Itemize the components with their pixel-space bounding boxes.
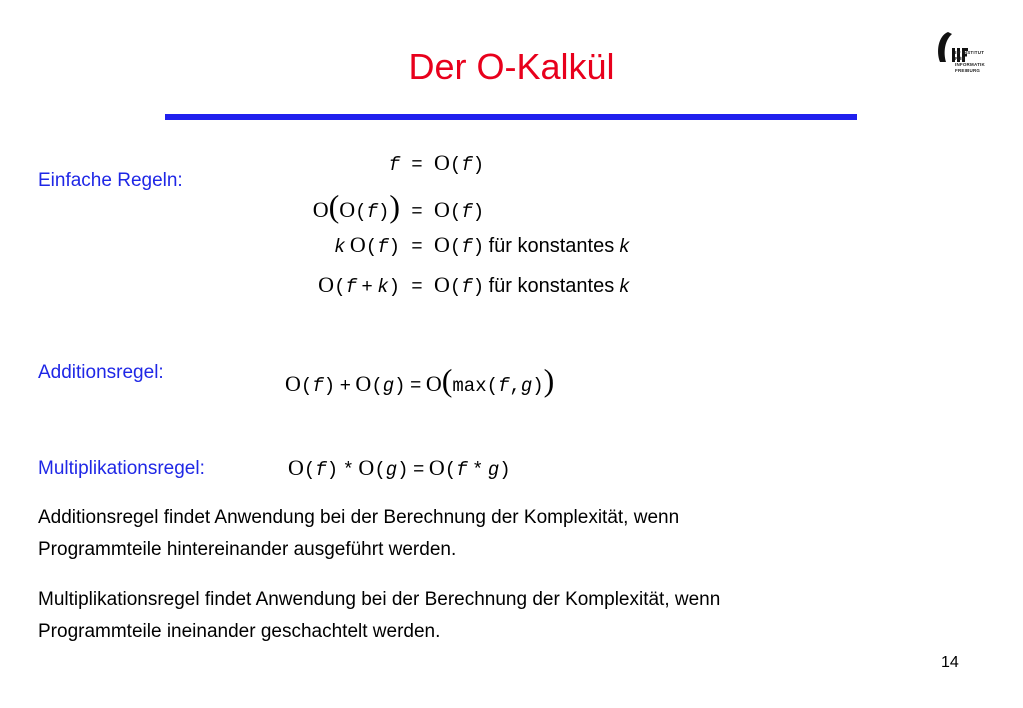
sym-rp-big: ) [543,362,555,398]
sym-rp: ) [388,236,400,258]
sym-rp: ) [472,236,485,258]
sym-k: k [618,276,631,298]
sym-g: g [520,375,533,397]
sym-eq: = [411,236,423,258]
sym-rp: ) [472,201,485,223]
sym-rp: ) [323,375,336,397]
sym-f: f [312,375,324,397]
rule-k-of-equals-of [270,230,630,260]
sym-lp-big: ( [328,188,340,224]
sym-O: O [349,232,366,257]
sym-rp: ) [532,375,544,397]
logo-caption: IIF INSTITUT FÜR INFORMATIK FREIBURG [955,50,985,73]
sym-rp: ) [326,459,339,481]
sym-O: O [288,455,304,480]
sym-max: max [452,375,487,397]
sym-O: O [428,455,445,480]
sym-f: f [388,154,400,176]
sym-f: f [498,375,510,397]
sym-O: O [434,272,450,297]
sym-rp: ) [499,459,511,481]
label-additionsregel: Additionsregel: [38,362,164,383]
page-number: 14 [941,654,959,671]
sym-lp-big: ( [441,362,453,398]
sym-O: O [339,197,356,222]
sym-rp: ) [394,375,406,397]
sym-lp: ( [449,276,462,298]
label-einfache-regeln: Einfache Regeln: [38,170,183,191]
sym-k: k [334,236,346,258]
sym-g: g [382,375,395,397]
sym-lp: ( [303,459,316,481]
sym-lp: ( [449,201,462,223]
rule-multiplication [288,453,511,483]
paragraph-line: Programmteile ineinander geschachtelt werden. [38,621,441,642]
sym-eq: = [411,154,423,176]
paragraph-line: Programmteile hintereinander ausgeführt werden. [38,539,457,560]
sym-lp: ( [371,375,383,397]
sym-plus: + [339,375,351,397]
label-multiplikationsregel: Multiplikationsregel: [38,458,205,479]
rule-oof-equals-of [270,188,484,224]
sym-O: O [318,272,335,297]
sym-k: k [377,276,389,298]
paragraph-addition [38,502,958,566]
sym-eq: = [411,201,423,223]
sym-rp: ) [472,154,485,176]
sym-eq: = [411,276,423,298]
sym-O: O [358,455,375,480]
sym-rp-big: ) [389,188,400,224]
sym-rp: ) [377,201,390,223]
sym-rp: ) [388,276,400,298]
sym-O: O [312,197,329,222]
sym-f: f [461,236,473,258]
sym-O: O [285,371,301,396]
rule-f-equals-of [270,148,484,178]
sym-g: g [385,459,398,481]
sym-f: f [315,459,327,481]
sym-eq: = [409,375,422,397]
paragraph-line: Additionsregel findet Anwendung bei der Berechnung der Komplexität, wenn [38,507,680,528]
sym-lp: ( [449,236,462,258]
rule-of-plus-k-equals-of [270,270,630,300]
text-fuer-konstantes: für konstantes [488,235,615,257]
sym-O: O [434,197,450,222]
sym-f: f [461,154,473,176]
rule-addition [285,362,554,398]
sym-f: f [461,201,473,223]
sym-f: f [366,201,378,223]
sym-lp: ( [355,201,367,223]
sym-g: g [487,459,500,481]
sym-lp: ( [300,375,313,397]
title-underline [165,114,857,120]
sym-O: O [434,232,450,257]
sym-O: O [434,150,450,175]
slide-title: Der O-Kalkül [408,46,615,87]
sym-lp: ( [374,459,386,481]
sym-f: f [461,276,473,298]
sym-lp: ( [449,154,462,176]
sym-O: O [425,371,442,396]
sym-rp: ) [397,459,409,481]
sym-O: O [355,371,372,396]
sym-star: * [342,459,354,481]
sym-f: f [377,236,389,258]
sym-plus: + [361,276,373,298]
sym-rp: ) [472,276,485,298]
sym-lp: ( [365,236,378,258]
sym-lp: ( [444,459,457,481]
sym-star: * [472,459,484,481]
sym-eq: = [412,459,425,481]
text-fuer-konstantes: für konstantes [488,275,615,297]
sym-k: k [618,236,631,258]
sym-comma: , [509,375,521,397]
sym-f: f [345,276,357,298]
sym-lp: ( [334,276,346,298]
paragraph-line: Multiplikationsregel findet Anwendung bei der Berechnung der Komplexität, wenn [38,589,721,610]
sym-lp: ( [486,375,499,397]
paragraph-multiplication [38,584,958,648]
sym-f: f [456,459,468,481]
